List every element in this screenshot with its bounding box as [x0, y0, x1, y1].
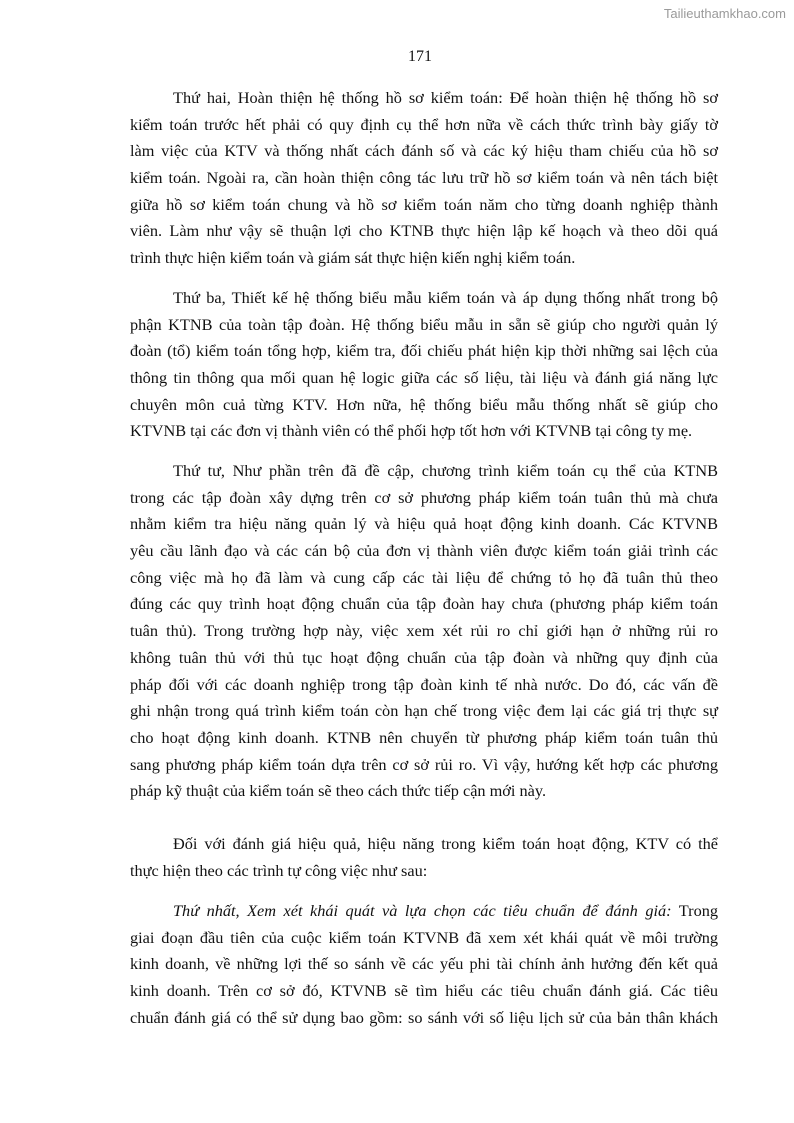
- paragraph-danh-gia: [130, 831, 718, 884]
- text-line: trình thực hiện kiểm toán và giám sát thực hiện kiến nghị kiểm toán.: [130, 248, 576, 268]
- text-line: chuyên môn cuả từng KTV. Hơn nữa, hệ thống biểu mẫu thống nhất sẽ giúp cho: [130, 394, 718, 414]
- text-line: sang phương pháp kiểm toán dựa trên cơ sở rủi ro. Vì vậy, hướng kết hợp các phương: [130, 754, 718, 774]
- text-line: đúng các quy trình hoạt động chuẩn của tập đoàn hay chưa (phương pháp kiểm toán: [130, 594, 718, 614]
- text-line: pháp đối với các doanh nghiệp trong tập đoàn kinh tế nhà nước. Do đó, các vấn đề: [130, 674, 718, 694]
- watermark: Tailieuthamkhao.com: [663, 6, 786, 21]
- paragraph-thu-hai: [130, 85, 718, 272]
- text-line: Đối với đánh giá hiệu quả, hiệu năng trong kiểm toán hoạt động, KTV có thể: [173, 834, 718, 853]
- text-line: trong các tập đoàn xây dựng trên cơ sở phương pháp kiểm toán tuân thủ mà chưa: [130, 487, 718, 507]
- text-line: pháp kỹ thuật của kiểm toán sẽ theo cách thức tiếp cận mới này.: [130, 781, 547, 801]
- text-line: làm việc của KTV và thống nhất cách đánh số và các ký hiệu tham chiếu của hồ sơ: [130, 141, 718, 161]
- text-line: thông tin thông qua mối quan hệ logic giữa các số liệu, tài liệu và đánh giá năng lực: [130, 368, 718, 388]
- text-line: Thứ tư, Như phần trên đã đề cập, chương trình kiểm toán cụ thể của KTNB: [173, 461, 718, 480]
- text-line: kiểm toán. Ngoài ra, cần hoàn thiện công tác lưu trữ hồ sơ kiểm toán và nên tách biệt: [130, 168, 718, 188]
- paragraph-thu-tu: [130, 458, 718, 805]
- text-line: chuẩn đánh giá có thể sử dụng bao gồm: so sánh với số liệu lịch sử của bản thân khách: [130, 1007, 718, 1027]
- text-line: Thứ ba, Thiết kế hệ thống biểu mẫu kiểm toán và áp dụng thống nhất trong bộ: [173, 288, 718, 307]
- text-line: ghi nhận trong quá trình kiểm toán còn hạn chế trong việc đem lại các giá trị thực sự: [130, 701, 718, 721]
- page-number: 171: [408, 48, 432, 65]
- text-line: kinh doanh, về những lợi thế so sánh về các yếu phi tài chính ảnh hưởng đến kết quả: [130, 954, 718, 974]
- paragraph-thu-ba: [130, 285, 718, 445]
- text-run: Trong: [678, 901, 718, 920]
- text-line: giai đoạn đầu tiên của cuộc kiểm toán KTVNB đã xem xét khái quát về môi trường: [130, 927, 718, 947]
- text-line: không tuân thủ với thủ tục hoạt động chuẩn của tập đoàn và những quy định của: [130, 647, 718, 667]
- text-line: cho hoạt động kinh doanh. KTNB nên chuyển từ phương pháp kiểm toán tuân thủ: [130, 727, 718, 747]
- text-line: viên. Làm như vậy sẽ thuận lợi cho KTNB thực hiện lập kế hoạch và theo dõi quá: [130, 221, 718, 241]
- text-line: giữa hồ sơ kiểm toán chung và hồ sơ kiểm toán năm cho từng doanh nghiệp thành: [130, 194, 718, 214]
- text-line: công việc mà họ đã làm và cung cấp các tài liệu để chứng tỏ họ đã tuân thủ theo: [130, 567, 718, 587]
- italic-heading: Thứ nhất, Xem xét khái quát và lựa chọn các tiêu chuẩn để đánh giá:: [173, 901, 672, 920]
- text-line: tuân thủ). Trong trường hợp này, việc xem xét rủi ro chỉ giới hạn ở những rủi ro: [130, 621, 718, 641]
- text-line: kinh doanh. Trên cơ sở đó, KTVNB sẽ tìm hiểu các tiêu chuẩn đánh giá. Các tiêu: [130, 981, 718, 1001]
- text-line: kiểm toán trước hết phải có quy định cụ thể hơn nữa về cách thức trình bày giấy tờ: [130, 114, 718, 134]
- paragraph-thu-nhat: [130, 898, 718, 1031]
- text-line: [130, 898, 718, 925]
- text-line: KTVNB tại các đơn vị thành viên có thể phối hợp tốt hơn với KTVNB tại công ty mẹ.: [130, 421, 693, 441]
- text-line: Thứ hai, Hoàn thiện hệ thống hồ sơ kiểm toán: Để hoàn thiện hệ thống hồ sơ: [173, 88, 718, 107]
- text-line: yêu cầu lãnh đạo và các cán bộ của đơn vị thành viên được kiểm toán giải trình các: [130, 541, 718, 561]
- text-line: thực hiện theo các trình tự công việc như sau:: [130, 860, 428, 880]
- text-line: đoàn (tổ) kiểm toán tổng hợp, kiểm tra, đối chiếu phát hiện kịp thời những sai lệch của: [130, 341, 718, 361]
- text-line: phận KTNB của toàn tập đoàn. Hệ thống biểu mẫu in sẵn sẽ giúp cho người quản lý: [130, 314, 718, 334]
- text-line: nhằm kiểm tra hiệu năng quản lý và hiệu quả hoạt động kinh doanh. Các KTVNB: [130, 514, 718, 534]
